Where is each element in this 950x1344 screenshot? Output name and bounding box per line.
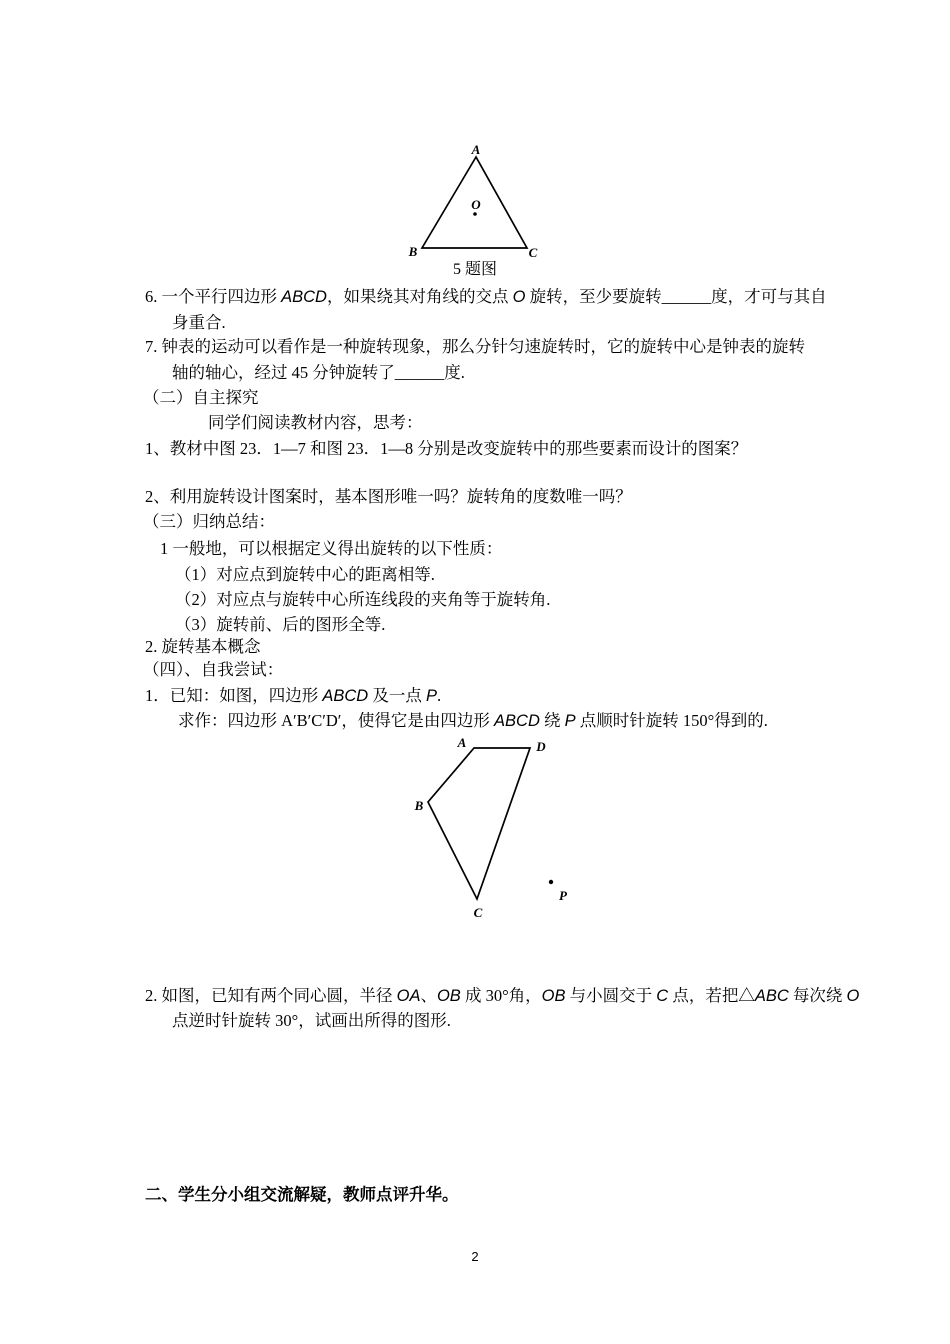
quadrilateral-abcd	[428, 748, 530, 899]
ex2-text-f: 每次绕	[788, 986, 847, 1005]
question-7-line-2: 轴的轴心，经过 45 分钟旋转了______度.	[172, 363, 465, 382]
q6-text-a: 6. 一个平行四边形	[145, 287, 282, 306]
section-2-intro: 同学们阅读教材内容，思考：	[208, 413, 423, 432]
label-a: A	[471, 142, 481, 157]
exercise-1-quadrilateral-figure	[400, 730, 580, 925]
ex2-abc: ABC	[754, 987, 789, 1005]
ex1-task-a: 求作：四边形 A′B′C′D′，使得它是由四边形	[178, 711, 495, 730]
section-3-property-1: （1）对应点到旋转中心的距离相等.	[175, 565, 435, 584]
label-c: C	[528, 245, 538, 260]
ex2-ob-2: OB	[541, 987, 566, 1005]
section-3-concept: 2. 旋转基本概念	[145, 637, 261, 656]
ex2-o: O	[846, 987, 860, 1005]
ex1-given-abcd: ABCD	[322, 687, 369, 705]
ex2-text-b: 、	[420, 986, 437, 1005]
exercise-1-given	[145, 686, 441, 706]
section-2-question-2: 2、利用旋转设计图案时，基本图形唯一吗？旋转角的度数唯一吗？	[145, 487, 632, 506]
figure-5-caption: 5 题图	[452, 261, 497, 278]
point-o-dot	[473, 212, 477, 216]
section-3-property-intro: 1 一般地，可以根据定义得出旋转的以下性质：	[160, 539, 503, 558]
exercise-1-task	[178, 711, 768, 731]
ex2-oa: OA	[396, 987, 421, 1005]
question-6-line-2: 身重合.	[172, 313, 226, 332]
section-2-question-1: 1、教材中图 23．1—7 和图 23．1—8 分别是改变旋转中的那些要素而设计的图案？	[145, 439, 748, 458]
q6-o: O	[512, 288, 526, 306]
section-4-heading: （四）、自我尝试：	[143, 660, 284, 679]
label-p: P	[559, 888, 567, 903]
ex2-text-c: 成 30°角，	[460, 986, 542, 1005]
ex1-given-b: 及一点	[368, 686, 426, 705]
ex1-task-p: P	[564, 712, 576, 730]
question-6-line-1	[145, 287, 827, 307]
page-number: 2	[471, 1249, 479, 1264]
ex1-given-c: .	[436, 686, 442, 705]
ex2-ob: OB	[436, 987, 461, 1005]
question-7-line-1: 7. 钟表的运动可以看作是一种旋转现象，那么分针匀速旋转时，它的旋转中心是钟表的旋转	[145, 337, 805, 356]
section-2-heading: （二）自主探究	[143, 388, 259, 407]
ex2-text-a: 2. 如图，已知有两个同心圆，半径	[145, 986, 397, 1005]
label-b: B	[414, 798, 424, 813]
exercise-2-line-1	[145, 986, 859, 1006]
ex2-text-d: 与小圆交于	[565, 986, 657, 1005]
ex1-task-c: 点顺时针旋转 150°得到的.	[575, 711, 768, 730]
figure-5-triangle	[400, 135, 550, 260]
ex1-given-p: P	[425, 687, 437, 705]
q6-abcd: ABCD	[281, 288, 327, 306]
ex1-task-b: 绕	[539, 711, 565, 730]
label-d: D	[536, 739, 546, 754]
ex2-text-e: 点，若把△	[668, 986, 755, 1005]
exercise-2-line-2: 点逆时针旋转 30°，试画出所得的图形.	[172, 1011, 451, 1030]
label-a: A	[457, 735, 467, 750]
label-c: C	[473, 905, 483, 920]
section-3-property-2: （2）对应点与旋转中心所连线段的夹角等于旋转角.	[175, 590, 551, 609]
section-3-property-3: （3）旋转前、后的图形全等.	[175, 615, 386, 634]
section-3-heading: （三）归纳总结：	[143, 512, 275, 531]
ex1-task-abcd: ABCD	[494, 712, 540, 730]
ex1-given-a: 1．已知：如图，四边形	[145, 686, 323, 705]
label-b: B	[408, 244, 418, 259]
q6-text-b: ，如果绕其对角线的交点	[326, 287, 513, 306]
part-2-heading: 二、学生分小组交流解疑，教师点评升华。	[145, 1185, 459, 1204]
ex2-c: C	[656, 987, 669, 1005]
label-o: O	[471, 197, 481, 212]
point-p-dot	[549, 880, 553, 884]
q6-text-c: 旋转，至少要旋转______度，才可与其自	[525, 287, 827, 306]
